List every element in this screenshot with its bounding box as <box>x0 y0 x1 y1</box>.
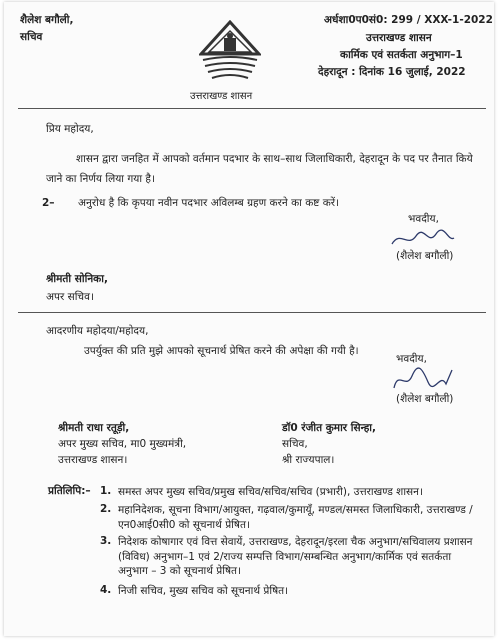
copies-label: प्रतिलिपि:– <box>48 485 91 497</box>
endorsement-closing: भवदीय, <box>396 353 427 365</box>
sender-name: शैलेश बगौली, <box>20 14 74 26</box>
letter-page <box>4 2 494 636</box>
government-name: उत्तराखण्ड शासन <box>366 32 432 44</box>
closing: भवदीय, <box>408 213 439 225</box>
copy-item-number: 3. <box>100 535 112 547</box>
place-date: देहरादून : दिनांक 16 जुलाई, 2022 <box>318 66 466 78</box>
reference-number: अर्धशा0प0सं0: 299 / XXX-1-2022 <box>324 14 493 26</box>
copy-item-text: निदेशक कोषागार एवं वित्त सेवायें, उत्तराखण्ड, देहरादून/इरला चैक अनुभाग/सचिवालय प्रशासन (विविध) अनुभाग–1 एवं 2/राज्य सम्पत्ति विभाग/सम्बन्धित अनुभाग/कार्मिक एवं सतर्कता अनुभाग – 3 को सूचनार्थ प्रेषित। <box>118 536 473 577</box>
signature-name: (शैलेश बगौली) <box>396 250 454 262</box>
recipient-left-name: श्रीमती राधा रतूड़ी, <box>58 422 130 434</box>
paragraph-2-number: 2– <box>42 197 55 209</box>
copy-item-text: महानिदेशक, सूचना विभाग/आयुक्त, गढ़वाल/कुमायूँ, मण्डल/समस्त जिलाधिकारी, उत्तराखण्ड /एन0आई0सी0 को सूचनार्थ प्रेषित। <box>118 504 473 531</box>
recipient-left-line2: अपर मुख्य सचिव, मा0 मुख्यमंत्री, <box>58 438 187 450</box>
copy-item-text: समस्त अपर मुख्य सचिव/प्रमुख सचिव/सचिव/सचिव (प्रभारी), उत्तराखण्ड शासन। <box>118 486 423 498</box>
emblem-caption: उत्तराखण्ड शासन <box>190 91 253 102</box>
endorsement-divider <box>18 312 486 313</box>
signature-icon <box>388 228 458 250</box>
copy-item-number: 4. <box>100 584 112 596</box>
salutation: प्रिय महोदय, <box>46 123 94 135</box>
addressee-designation: अपर सचिव। <box>46 291 94 303</box>
department-name: कार्मिक एवं सतर्कता अनुभाग–1 <box>340 49 463 61</box>
header-divider <box>18 108 486 109</box>
state-emblem-icon <box>199 20 261 86</box>
endorsement-salutation: आदरणीय महोदया/महोदय, <box>46 325 149 337</box>
recipient-left-line3: उत्तराखण्ड शासन। <box>58 454 128 466</box>
sender-designation: सचिव <box>20 31 43 43</box>
copy-item-text: निजी सचिव, मुख्य सचिव को सूचनार्थ प्रेषित। <box>118 585 289 597</box>
copy-item-number: 2. <box>100 503 112 515</box>
paragraph-2: अनुरोध है कि कृपया नवीन पदभार अविलम्ब ग्रहण करने का कष्ट करें। <box>78 197 340 209</box>
endorsement-signature-icon <box>388 364 458 394</box>
copy-item-number: 1. <box>100 485 112 497</box>
paragraph-1: शासन द्वारा जनहित में आपको वर्तमान पदभार के साथ–साथ जिलाधिकारी, देहरादून के पद पर तैनात किये जाने का निर्णय लिया गया है। <box>46 153 473 185</box>
recipient-right-line3: श्री राज्यपाल। <box>282 454 335 466</box>
endorsement-body: उपर्युक्त की प्रति मुझे आपको सूचनार्थ प्रेषित करने की अपेक्षा की गयी है। <box>84 345 359 357</box>
recipient-right-line2: सचिव, <box>282 438 308 450</box>
recipient-right-name: डॉ0 रंजीत कुमार सिन्हा, <box>282 422 376 434</box>
addressee-name: श्रीमती सोनिका, <box>46 273 108 285</box>
endorsement-signature-name: (शैलेश बगौली) <box>396 393 454 405</box>
